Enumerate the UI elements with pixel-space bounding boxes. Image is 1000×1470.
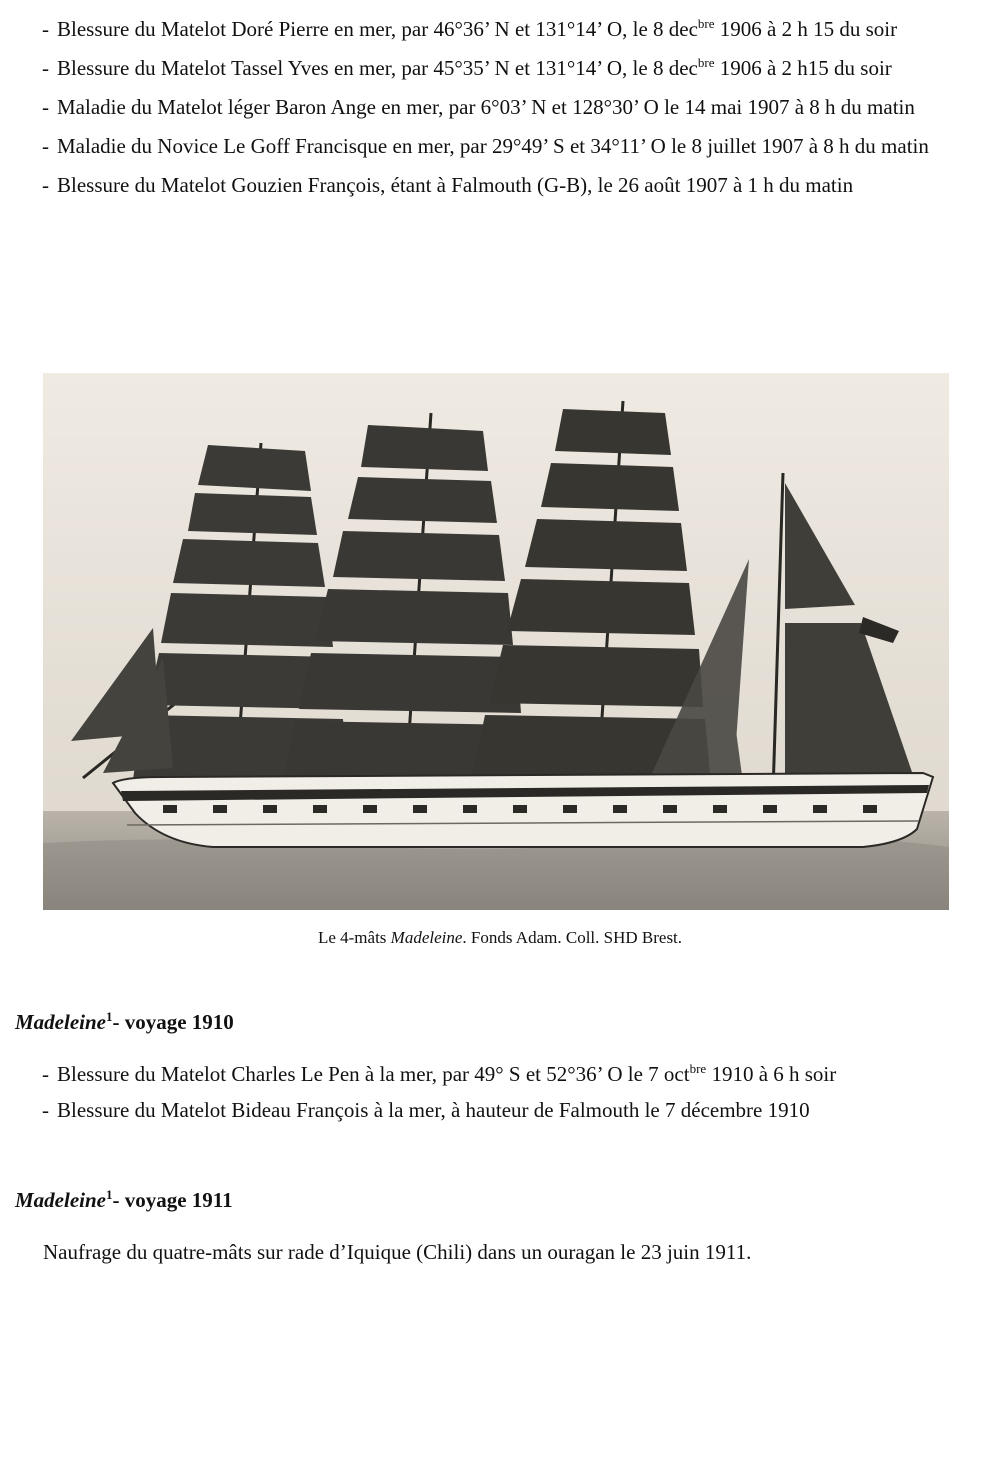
footnote-mark[interactable]: 1 [105, 1187, 113, 1202]
heading-ship-name: Madeleine [15, 1010, 106, 1034]
entry-text: Maladie du Novice Le Goff Francisque en mer, par 29°49’ S et 34°11’ O le 8 juillet 1907 à 8 h du matin [57, 134, 929, 158]
entry-text: Blessure du Matelot Charles Le Pen à la mer, par 49° S et 52°36’ O le 7 oct [57, 1062, 690, 1086]
heading-title: - voyage 1911 [112, 1188, 233, 1212]
list-item [42, 171, 950, 199]
list-dash: - [42, 134, 49, 158]
superscript: bre [697, 55, 715, 70]
list-dash: - [42, 56, 49, 80]
list-item [42, 1096, 950, 1124]
entry-text: Blessure du Matelot Doré Pierre en mer, par 46°36’ N et 131°14’ O, le 8 dec [57, 17, 698, 41]
list-dash: - [42, 1062, 49, 1086]
caption-suffix: . Fonds Adam. Coll. SHD Brest. [462, 928, 683, 947]
entry-text: Blessure du Matelot Tassel Yves en mer, par 45°35’ N et 131°14’ O, le 8 dec [57, 56, 698, 80]
photo-caption [0, 926, 1000, 950]
superscript: bre [697, 16, 715, 31]
caption-ship-name: Madeleine [390, 928, 463, 947]
entries-list-1906 [42, 15, 950, 210]
entry-text: Maladie du Matelot léger Baron Ange en mer, par 6°03’ N et 128°30’ O le 14 mai 1907 à 8 h du matin [57, 95, 915, 119]
list-item [42, 1060, 950, 1088]
list-dash: - [42, 173, 49, 197]
entry-text: Blessure du Matelot Bideau François à la mer, à hauteur de Falmouth le 7 décembre 1910 [57, 1098, 810, 1122]
superscript: bre [689, 1061, 707, 1076]
four-masted-ship-illustration [43, 373, 949, 910]
list-item [42, 54, 950, 82]
entry-text-end: 1906 à 2 h15 du soir [714, 56, 892, 80]
footnote-mark[interactable]: 1 [105, 1009, 113, 1024]
section-heading-1911 [15, 1186, 233, 1214]
ship-photograph [43, 373, 949, 910]
entry-text-end: 1906 à 2 h 15 du soir [714, 17, 898, 41]
list-dash: - [42, 17, 49, 41]
heading-title: - voyage 1910 [112, 1010, 234, 1034]
section-heading-1910 [15, 1008, 234, 1036]
entry-text-end: 1910 à 6 h soir [706, 1062, 837, 1086]
entry-text: Blessure du Matelot Gouzien François, étant à Falmouth (G-B), le 26 août 1907 à 1 h du matin [57, 173, 854, 197]
list-dash: - [42, 1098, 49, 1122]
list-dash: - [42, 95, 49, 119]
entries-list-1910 [42, 1060, 950, 1132]
list-item [42, 132, 950, 160]
shipwreck-paragraph: Naufrage du quatre-mâts sur rade d’Iquique (Chili) dans un ouragan le 23 juin 1911. [43, 1240, 752, 1264]
list-item [42, 93, 950, 121]
list-item [42, 15, 950, 43]
caption-prefix: Le 4-mâts [317, 928, 391, 947]
heading-ship-name: Madeleine [15, 1188, 106, 1212]
